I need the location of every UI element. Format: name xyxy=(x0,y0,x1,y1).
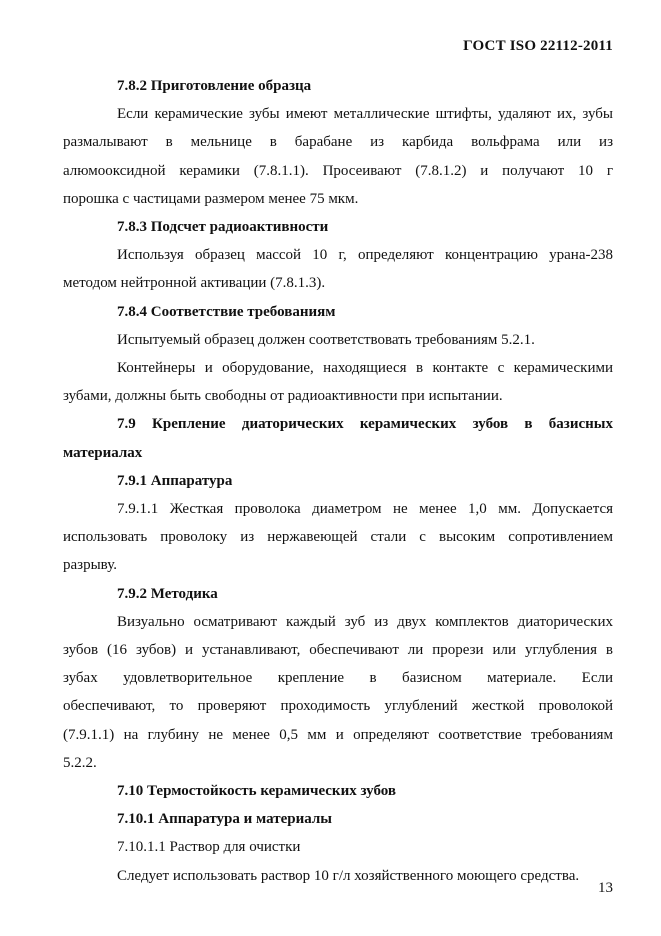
section-heading-7-9-1: 7.9.1 Аппаратура xyxy=(117,472,233,489)
section-heading-7-8-2: 7.8.2 Приготовление образца xyxy=(117,78,312,94)
text-line: методом нейтронной активации (7.8.1.3). xyxy=(63,275,326,292)
text-line: Если керамические зубы имеют металлические штифты, удаляют их, зубы xyxy=(117,106,613,123)
text-line: Используя образец массой 10 г, определяют концентрацию урана-238 xyxy=(117,247,613,264)
text-line: зубов (16 зубов) и устанавливают, обеспечивают ли прорези или углубления в xyxy=(63,642,613,659)
text-line: порошка с частицами размером менее 75 мкм. xyxy=(63,190,359,207)
section-heading-7-9-2: 7.9.2 Методика xyxy=(117,585,218,602)
section-heading-7-8-4: 7.8.4 Соответствие требованиям xyxy=(117,303,336,320)
text-line: Контейнеры и оборудование, находящиеся в контакте с керамическими xyxy=(117,360,613,377)
page-number: 13 xyxy=(598,880,613,896)
text-line: обеспечивают, то проверяют проходимость углублений жесткой проволокой xyxy=(63,698,613,715)
document-code: ГОСТ ISO 22112-2011 xyxy=(463,38,613,54)
section-heading-7-9-cont: материалах xyxy=(63,444,143,461)
text-line: разрыву. xyxy=(63,557,117,574)
subsection-label: 7.10.1.1 Раствор для очистки xyxy=(117,839,301,856)
text-line: 5.2.2. xyxy=(63,754,97,771)
text-line: Визуально осматривают каждый зуб из двух комплектов диаторических xyxy=(117,613,613,630)
text-line: размалывают в мельнице в барабане из карбида вольфрама или из xyxy=(63,134,613,151)
text-line: зубах удовлетворительное крепление в базисном материале. Если xyxy=(63,670,613,687)
section-heading-7-8-3: 7.8.3 Подсчет радиоактивности xyxy=(117,219,329,236)
text-line: Следует использовать раствор 10 г/л хозяйственного моющего средства. xyxy=(117,867,580,884)
text-line: (7.9.1.1) на глубину не менее 0,5 мм и определяют соответствие требованиям xyxy=(63,726,613,743)
text-line: Испытуемый образец должен соответствовать требованиям 5.2.1. xyxy=(117,331,535,348)
text-line: алюмооксидной керамики (7.8.1.1). Просеивают (7.8.1.2) и получают 10 г xyxy=(63,162,613,179)
text-line: зубами, должны быть свободны от радиоактивности при испытании. xyxy=(63,388,503,405)
text-line: 7.9.1.1 Жесткая проволока диаметром не менее 1,0 мм. Допускается xyxy=(117,501,613,518)
section-heading-7-10: 7.10 Термостойкость керамических зубов xyxy=(117,783,397,800)
page-body xyxy=(63,72,613,890)
section-heading-7-9: 7.9 Крепление диаторических керамических зубов в базисных xyxy=(117,416,613,433)
section-heading-7-10-1: 7.10.1 Аппаратура и материалы xyxy=(117,811,332,828)
text-line: использовать проволоку из нержавеющей стали с высоким сопротивлением xyxy=(63,529,613,546)
